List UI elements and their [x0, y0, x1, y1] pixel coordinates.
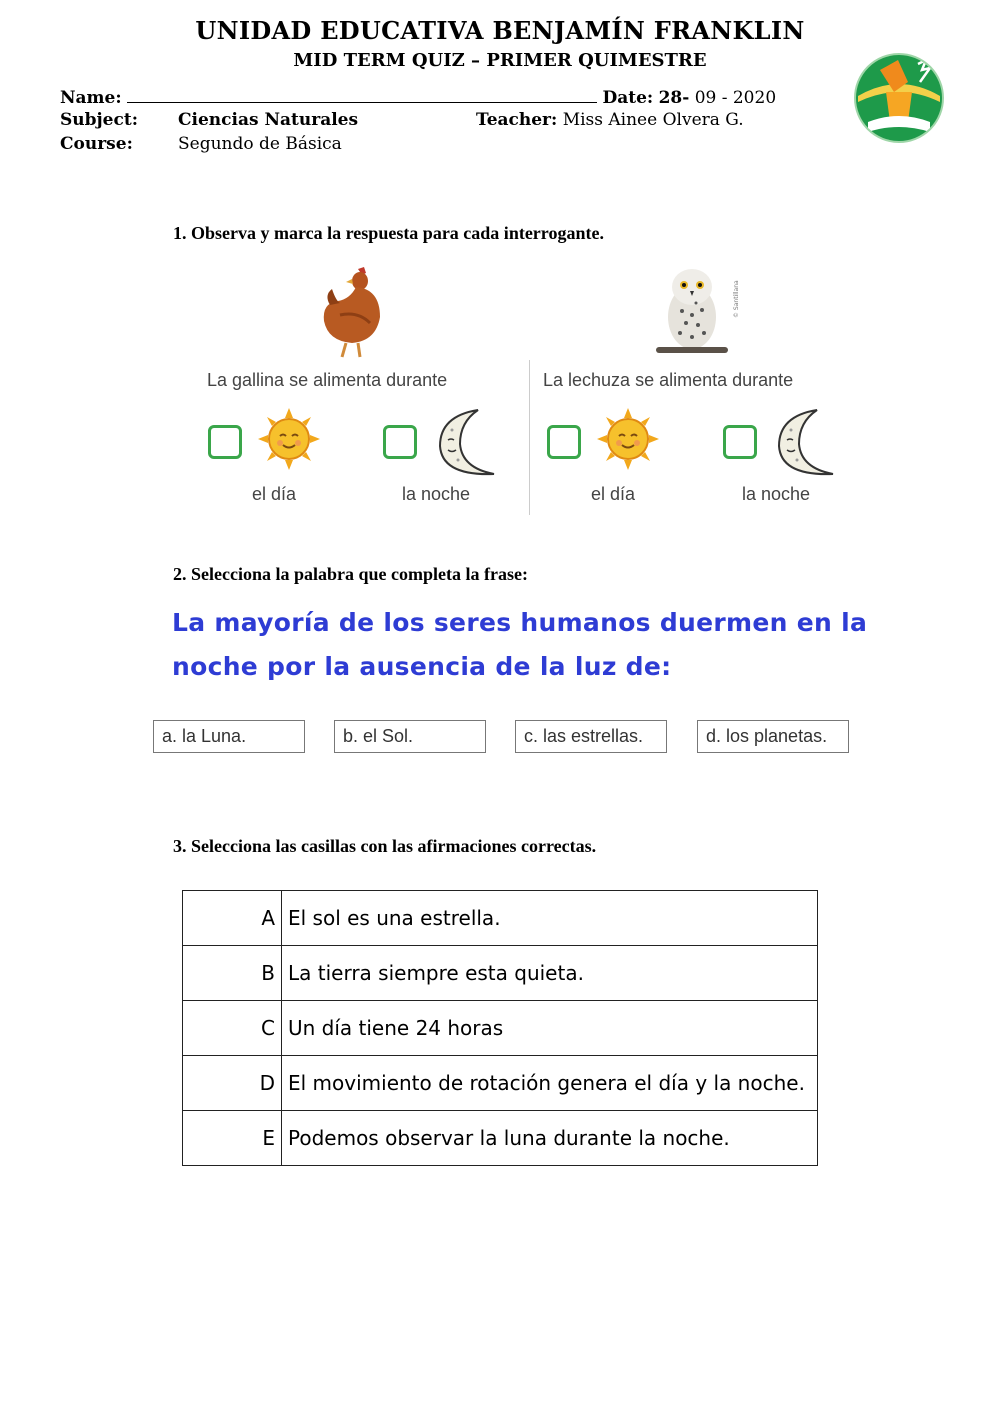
name-date-row	[60, 86, 780, 108]
table-row[interactable]	[183, 946, 818, 1001]
name-field[interactable]	[127, 86, 597, 103]
owl-caption: La lechuza se alimenta durante	[543, 370, 794, 390]
subject-label: Subject:	[60, 110, 138, 130]
table-row[interactable]	[183, 1001, 818, 1056]
table-row[interactable]	[183, 891, 818, 946]
question-2-title: 2. Selecciona la palabra que completa la frase:	[173, 564, 528, 584]
hen-caption: La gallina se alimenta durante	[207, 370, 448, 390]
row-text: El sol es una estrella.	[282, 891, 818, 946]
option-a[interactable]: a. la Luna.	[153, 720, 305, 753]
school-logo	[850, 52, 948, 144]
row-letter: D	[183, 1056, 282, 1111]
teacher-row	[476, 110, 744, 130]
owl-image	[652, 263, 732, 358]
row-letter: C	[183, 1001, 282, 1056]
date-label: Date:	[602, 88, 654, 108]
owl-day-label: el día	[591, 484, 636, 504]
hen-night-checkbox[interactable]	[383, 425, 417, 459]
course-label: Course:	[60, 134, 133, 154]
sun-icon	[258, 408, 320, 470]
row-text: La tierra siempre esta quieta.	[282, 946, 818, 1001]
owl-night-checkbox[interactable]	[723, 425, 757, 459]
moon-icon	[432, 408, 498, 480]
course-value: Segundo de Básica	[178, 134, 342, 154]
school-title: UNIDAD EDUCATIVA BENJAMÍN FRANKLIN	[195, 16, 805, 45]
row-letter: B	[183, 946, 282, 1001]
moon-icon	[771, 408, 837, 480]
hen-day-label: el día	[252, 484, 297, 504]
sentence-line-1: La mayoría de los seres humanos duermen en la	[172, 608, 868, 637]
table-row[interactable]	[183, 1111, 818, 1166]
statements-table	[182, 890, 818, 1166]
option-d[interactable]: d. los planetas.	[697, 720, 849, 753]
option-b[interactable]: b. el Sol.	[334, 720, 486, 753]
owl-day-checkbox[interactable]	[547, 425, 581, 459]
question-1-title: 1. Observa y marca la respuesta para cada interrogante.	[173, 223, 604, 243]
table-row[interactable]	[183, 1056, 818, 1111]
hen-image	[318, 265, 388, 360]
row-letter: E	[183, 1111, 282, 1166]
name-label: Name:	[60, 88, 122, 108]
subject-value: Ciencias Naturales	[178, 110, 359, 130]
teacher-label: Teacher:	[476, 110, 558, 130]
sentence-line-2: noche por la ausencia de la luz de:	[172, 652, 672, 681]
option-c[interactable]: c. las estrellas.	[515, 720, 667, 753]
question-3-title: 3. Selecciona las casillas con las afirmaciones correctas.	[173, 836, 597, 856]
exam-title: MID TERM QUIZ – PRIMER QUIMESTRE	[293, 50, 707, 71]
row-letter: A	[183, 891, 282, 946]
row-text: El movimiento de rotación genera el día y la noche.	[282, 1056, 818, 1111]
hen-night-label: la noche	[402, 484, 471, 504]
teacher-value: Miss Ainee Olvera G.	[562, 110, 744, 130]
hen-day-checkbox[interactable]	[208, 425, 242, 459]
date-day: 28-	[658, 88, 690, 108]
sun-icon	[597, 408, 659, 470]
date-rest: 09 - 2020	[694, 88, 777, 108]
panel-divider	[529, 360, 530, 515]
row-text: Podemos observar la luna durante la noche.	[282, 1111, 818, 1166]
owl-night-label: la noche	[742, 484, 811, 504]
row-text: Un día tiene 24 horas	[282, 1001, 818, 1056]
photo-credit: © Santillana	[733, 280, 740, 318]
